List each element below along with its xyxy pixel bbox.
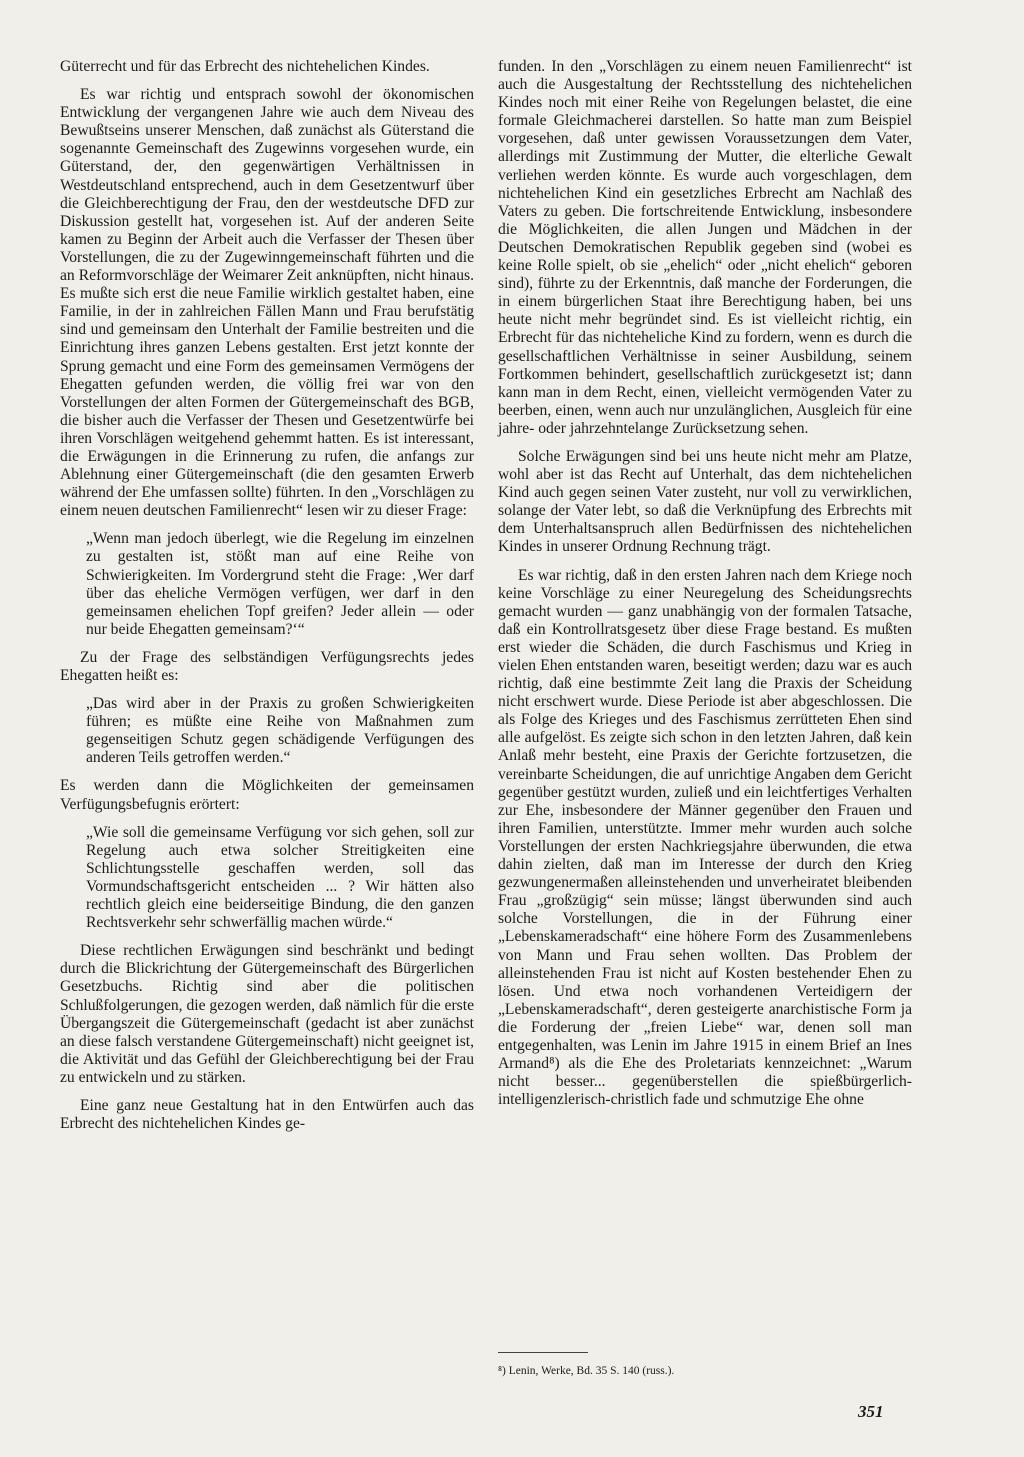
left-text-column bbox=[60, 58, 474, 1143]
block-quote: „Wenn man jedoch überlegt, wie die Regelung im einzelnen zu gestalten ist, stößt man auf eine Reihe von Schwierigkeiten. Im Vordergrund steht die Frage: ‚Wer darf über das eheliche Vermögen verfügen, wer darf in den gemeinsamen ehelichen Topf greifen? Jeder allein — oder nur beide Ehegatten gemeinsam?‘“ bbox=[86, 530, 474, 638]
paragraph: Diese rechtlichen Erwägungen sind beschränkt und bedingt durch die Blickrichtung der Gütergemeinschaft des Bürgerlichen Gesetzbuchs. Richtig sind aber die politischen Schlußfolgerungen, die gezogen werden, daß nämlich für die erste Übergangszeit die Gütergemeinschaft (gedacht ist aber zunächst an diese falsch verstandene Gütergemeinschaft) nicht geeignet ist, die Aktivität und das Gefühl der Gleichberechtigung bei der Frau zu entwickeln und zu stärken. bbox=[60, 942, 474, 1086]
footnote: ⁸) Lenin, Werke, Bd. 35 S. 140 (russ.). bbox=[498, 1365, 675, 1377]
paragraph: Eine ganz neue Gestaltung hat in den Entwürfen auch das Erbrecht des nichtehelichen Kindes ge- bbox=[60, 1096, 474, 1133]
right-text-column bbox=[498, 58, 912, 1119]
page-number: 351 bbox=[858, 1402, 884, 1421]
paragraph: Güterrecht und für das Erbrecht des nichtehelichen Kindes. bbox=[60, 58, 430, 75]
paragraph: funden. In den „Vorschlägen zu einem neuen Familienrecht“ ist auch die Ausgestaltung der Rechtsstellung des nichtehelichen Kindes noch mit einer Reihe von Regelungen belastet, die eine formale Gleichmacherei darstellen. So hatte man zum Beispiel vorgesehen, daß unter gewissen Voraussetzungen dem Vater, allerdings mit Zustimmung der Mutter, die elterliche Gewalt verliehen werden könnte. Es wurde auch vorgeschlagen, dem nichtehelichen Kind ein gesetzliches Erbrecht am Nachlaß des Vaters zu geben. Die fortschreitende Entwicklung, insbesondere die Möglichkeiten, die allen Jungen und Mädchen in der Deutschen Demokratischen Republik gegeben sind (wobei es keine Rolle spielt, ob sie „ehelich“ oder „nicht ehelich“ geboren sind), führte zu der Erkenntnis, daß manche der Forderungen, die in einem bürgerlichen Staat ihre Berechtigung haben, bei uns heute nicht mehr begründet sind. Es ist vielleicht richtig, ein Erbrecht für das nichteheliche Kind zu fordern, wenn es durch die gesellschaftlichen Verhältnisse in seiner Ausbildung, seinem Fortkommen behindert, gesellschaftlich zurückgesetzt ist; dann kann man in dem Recht, einen, vielleicht vermögenden Vater zu beerben, einen, wenn auch nur unzulänglichen, Ausgleich für eine jahre- oder jahrzehntelange Zurücksetzung sehen. bbox=[498, 58, 912, 437]
paragraph: Es war richtig, daß in den ersten Jahren nach dem Kriege noch keine Vorschläge zu einer Neuregelung des Scheidungsrechts gemacht wurden — ganz unabhängig von der formalen Tatsache, daß ein Kontrollratsgesetz über diese Frage bestand. Es mußten erst wieder die Schäden, die durch Faschismus und Krieg in vielen Ehen entstanden waren, beseitigt werden; dazu war es auch richtig, daß eine bestimmte Zeit lang die Praxis der Scheidung nicht erschwert wurde. Diese Periode ist aber abgeschlossen. Die als Folge des Krieges und des Faschismus zerrütteten Ehen sind alle aufgelöst. Es zeigte sich schon in den letzten Jahren, daß kein Anlaß mehr besteht, eine Praxis der Gerichte fortzusetzen, die vereinbarte Scheidungen, die auf unrichtige Angaben dem Gericht gegenüber gestützt wurden, zuließ und ein leichtfertiges Verhalten zur Ehe, insbesondere der Männer gegenüber den Frauen und ihren Familien, unterstützte. Immer mehr wurden auch solche Vorstellungen der ersten Nachkriegsjahre überwunden, die etwa dahin zielten, daß man im Interesse der durch den Krieg gezwungenermaßen alleinstehenden und unverheiratet bleibenden Frau „großzügig“ sein müsse; längst überwunden sind auch solche Vorstellungen, die in der Führung einer „Lebenskameradschaft“ eine höhere Form des Zusammenlebens von Mann und Frau sehen wollten. Das Problem der alleinstehenden Frau ist nicht auf Kosten bestehender Ehen zu lösen. Und etwa noch vorhandenen Verteidigern der „Lebenskameradschaft“, deren gesteigerte anarchistische Form ja die Forderung der „freien Liebe“ war, denen soll man entgegenhalten, was Lenin im Jahre 1915 in einem Brief an Ines Armand⁸) als die Ehe des Proletariats kennzeichnet: „Warum nicht besser... gegenüberstellen die spießbürgerlich-intelligenzlerisch-christlich fade und schmutzige Ehe ohne bbox=[498, 566, 912, 1109]
block-quote: „Das wird aber in der Praxis zu großen Schwierigkeiten führen; es müßte eine Reihe von Maßnahmen zum gegenseitigen Schutz gegen schädigende Verfügungen des anderen Teils getroffen werden.“ bbox=[86, 695, 474, 767]
block-quote: „Wie soll die gemeinsame Verfügung vor sich gehen, soll zur Regelung auch etwa solcher Streitigkeiten eine Schlichtungsstelle geschaffen werden, soll das Vormundschaftsgericht entscheiden ... ? Wir hätten also rechtlich gleich eine beiderseitige Bindung, die den ganzen Rechtsverkehr sehr schwerfällig machen würde.“ bbox=[86, 823, 474, 932]
paragraph: Solche Erwägungen sind bei uns heute nicht mehr am Platze, wohl aber ist das Recht auf Unterhalt, das dem nichtehelichen Kind auch gegen seinen Vater zusteht, nur voll zu verwirklichen, solange der Vater lebt, so daß die Verknüpfung des Erbrechts mit dem Unterhaltsanspruch allen Bedürfnissen des nichtehelichen Kindes in unserer Ordnung Rechnung trägt. bbox=[498, 447, 912, 556]
paragraph: Zu der Frage des selbständigen Verfügungsrechts jedes Ehegatten heißt es: bbox=[60, 648, 474, 684]
paragraph: Es war richtig und entsprach sowohl der ökonomischen Entwicklung der vergangenen Jahre wie auch dem Niveau des Bewußtseins unserer Menschen, daß zunächst als Güterstand die sogenannte Gemeinschaft des Zugewinns vorgesehen wurde, ein Güterstand, der, den gegenwärtigen Verhältnissen in Westdeutschland entsprechend, auch in dem Gesetzentwurf über die Gleichberechtigung der Frau, den der westdeutsche DFD zur Diskussion gestellt hat, vorgesehen ist. Auf der anderen Seite kamen zu Beginn der Arbeit auch die Verfasser der Thesen über Vorstellungen, die zu der Zugewinngemeinschaft führten und die an Reformvorschläge der Weimarer Zeit anknüpften, nicht hinaus. Es mußte sich erst die neue Familie wirklich gestaltet haben, eine Familie, in der in zahlreichen Fällen Mann und Frau berufstätig sind und gemeinsam den Unterhalt der Familie bestreiten und die Einrichtung ihres ganzen Lebens gestalten. Erst jetzt konnte der Sprung gemacht und eine Form des gemeinsamen Vermögens der Ehegatten gefunden werden, die völlig frei war von den Vorstellungen der alten Formen der Gütergemeinschaft des BGB, die bisher auch die Verfasser der Thesen und Gesetzentwürfe bei ihren Vorschlägen weitgehend gehemmt hatten. Es ist interessant, die Erwägungen in die Erinnerung zu rufen, die anfangs zur Ablehnung einer Gütergemeinschaft (die den gesamten Erwerb während der Ehe umfassen sollte) führten. In den „Vorschlägen zu einem neuen deutschen Familienrecht“ lesen wir zu dieser Frage: bbox=[60, 86, 474, 520]
paragraph: Es werden dann die Möglichkeiten der gemeinsamen Verfügungsbefugnis erörtert: bbox=[60, 777, 474, 813]
footnote-divider bbox=[498, 1352, 588, 1353]
